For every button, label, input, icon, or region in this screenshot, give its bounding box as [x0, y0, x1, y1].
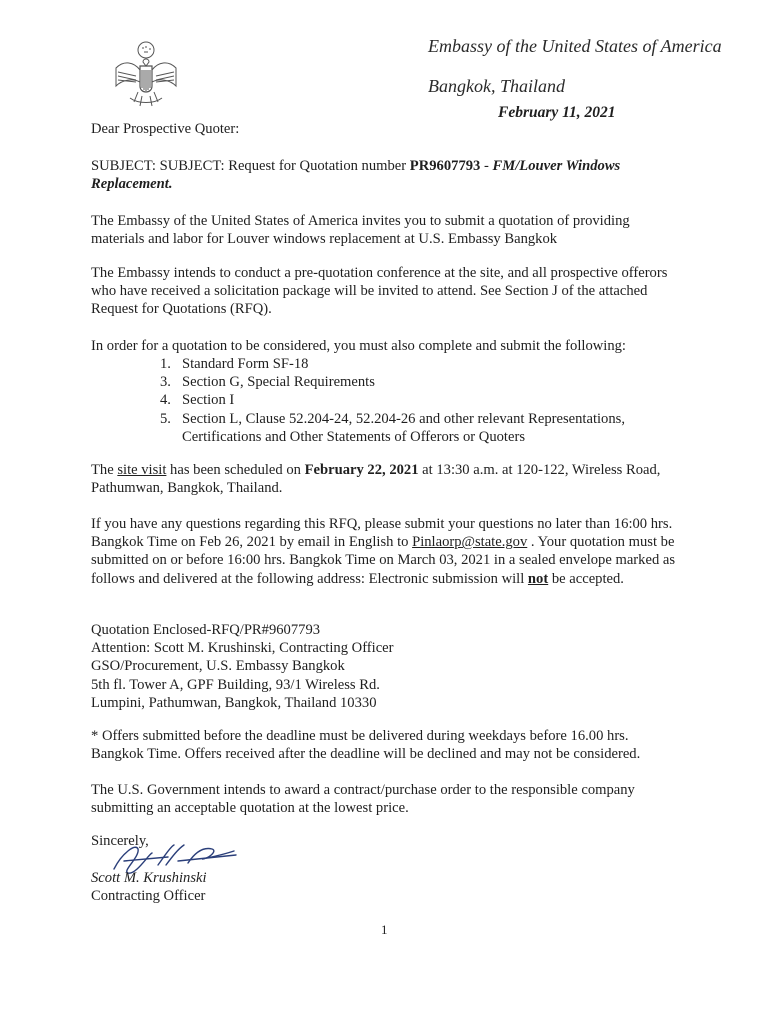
paragraph-conference: The Embassy intends to conduct a pre-quotation conference at the site, and all prospective offerors who have received a solicitation package will be invited to attend. See Section J of the attached Request for Quotations (RFQ). — [91, 265, 668, 318]
signer-name: Scott M. Krushinski — [91, 870, 207, 886]
list-item-number: 4. — [160, 392, 171, 409]
address-line: GSO/Procurement, U.S. Embassy Bangkok — [91, 658, 345, 675]
list-item-text: Section I — [182, 392, 235, 409]
list-item — [160, 355, 680, 373]
closing: Sincerely, — [91, 833, 149, 849]
site-visit-text-a: The — [91, 462, 118, 478]
list-item-number: 1. — [160, 356, 171, 372]
letterhead-line-2: Bangkok, Thailand — [428, 76, 565, 96]
address-line: Quotation Enclosed-RFQ/PR#9607793 — [91, 622, 321, 638]
list-item-text: Section L, Clause 52.204-24, 52.204-26 and other relevant Representations, Certifications and Other Statements of Offerors or Quoters — [182, 410, 625, 445]
not-emphasis: not — [527, 570, 549, 587]
list-item-number: 3. — [160, 374, 171, 391]
subject-separator: - — [480, 158, 493, 174]
subject-title: FM/Louver Windows Replacement. — [91, 158, 621, 193]
address-line: Lumpini, Pathumwan, Bangkok, Thailand 10330 — [91, 694, 377, 711]
list-item-text: Standard Form SF-18 — [182, 356, 309, 372]
letter-date: February 11, 2021 — [498, 104, 616, 121]
list-item — [160, 391, 680, 409]
site-visit-text-b: has been scheduled on — [166, 462, 305, 478]
salutation: Dear Prospective Quoter: — [91, 121, 240, 137]
paragraph-site-visit — [91, 461, 681, 497]
list-item-number: 5. — [160, 410, 171, 427]
list-item-text: Section G, Special Requirements — [182, 374, 375, 391]
requirements-list — [160, 355, 680, 446]
site-visit-date: February 22, 2021 — [304, 462, 419, 478]
site-visit-underlined: site visit — [117, 462, 167, 478]
subject-prefix: SUBJECT: SUBJECT: Request for Quotation number — [91, 158, 410, 174]
embassy-seal-icon — [108, 38, 184, 112]
questions-text-a: If you have any questions regarding this RFQ, please submit your questions no later than 16:00 hrs. Bangkok Time on Feb 26, 2021 by email in English to — [91, 516, 673, 551]
page-number: 1 — [381, 922, 388, 937]
list-item — [160, 373, 680, 391]
delivery-address — [91, 621, 394, 712]
questions-text-c: be accepted. — [548, 570, 624, 587]
address-line: Attention: Scott M. Krushinski, Contracting Officer — [91, 640, 394, 657]
contact-email-link[interactable]: Pinlaorp@state.gov — [412, 534, 528, 551]
paragraph-invitation: The Embassy of the United States of America invites you to submit a quotation of providing materials and labor for Louver windows replacement at U.S. Embassy Bangkok — [91, 213, 630, 248]
site-visit-text-c: at 13:30 a.m. at 120-122, Wireless Road, Pathumwan, Bangkok, Thailand. — [91, 462, 661, 497]
rfq-number: PR9607793 — [409, 158, 481, 174]
paragraph-questions — [91, 515, 681, 588]
paragraph-award: The U.S. Government intends to award a contract/purchase order to the responsible company submitting an acceptable quotation at the lowest price. — [91, 782, 635, 817]
paragraph-requirements: In order for a quotation to be considered, you must also complete and submit the following: — [91, 338, 626, 354]
subject-line — [91, 157, 681, 193]
list-item — [160, 410, 680, 446]
questions-text-b: . Your quotation must be submitted on or before 16:00 hrs. Bangkok Time on March 03, 2021 in a sealed envelope marked as follows and delivered at the following address: Electronic submission will — [91, 534, 676, 587]
letterhead-line-1: Embassy of the United States of America — [428, 36, 722, 56]
paragraph-deadline-note: * Offers submitted before the deadline must be delivered during weekdays before 16.00 hrs. Bangkok Time. Offers received after the deadline will be declined and may not be considered. — [91, 728, 641, 763]
signer-title: Contracting Officer — [91, 888, 206, 904]
address-line: 5th fl. Tower A, GPF Building, 93/1 Wireless Rd. — [91, 676, 380, 693]
